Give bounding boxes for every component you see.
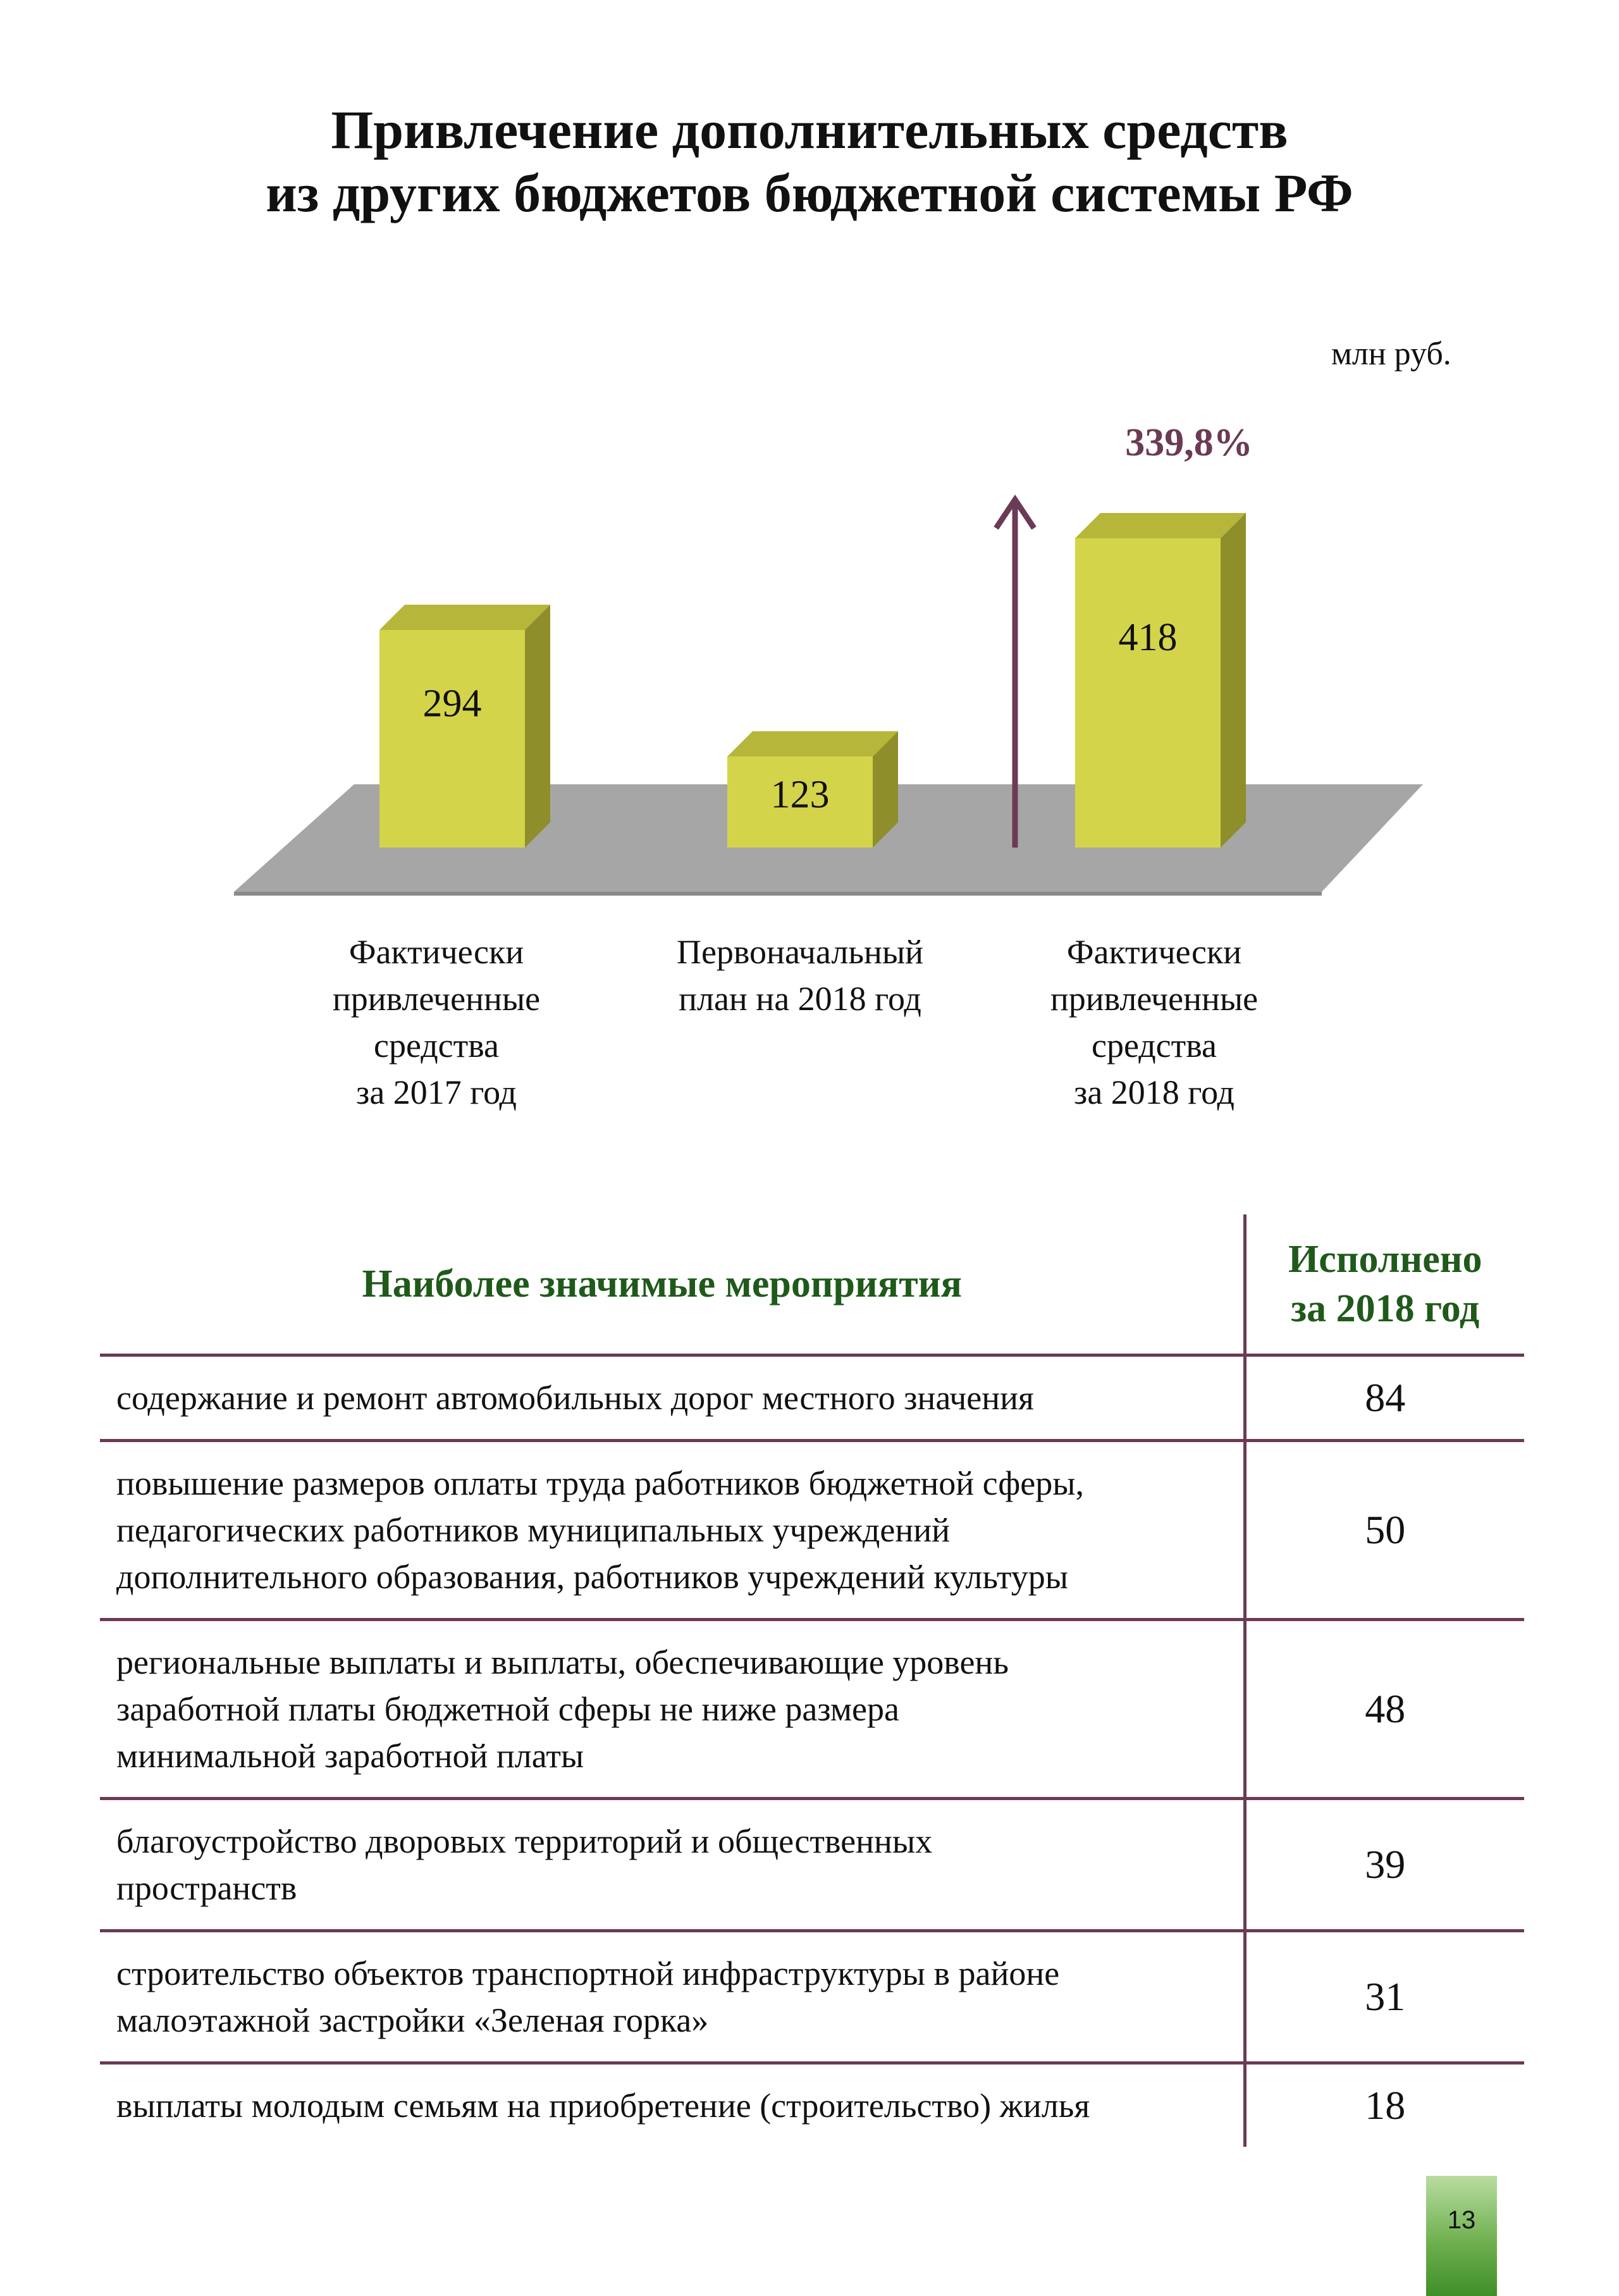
- activity-line: заработной платы бюджетной сферы не ниже размера: [116, 1690, 899, 1728]
- category-label-1: [272, 929, 601, 1116]
- growth-percent-annotation: 339,8%: [1125, 421, 1253, 464]
- category-label-1-line-1: Фактически: [348, 933, 524, 971]
- value-cell: 31: [1245, 1931, 1524, 2063]
- table-row: [100, 1799, 1524, 1931]
- bar-value-label-3: 418: [1118, 615, 1178, 659]
- activity-line: содержание и ремонт автомобильных дорог местного значения: [116, 1379, 1034, 1417]
- table-header-activity: Наиболее значимые мероприятия: [362, 1262, 963, 1305]
- bar-top-1: [379, 605, 550, 630]
- category-label-1-line-4: за 2017 год: [355, 1073, 517, 1111]
- value-cell: 18: [1245, 2063, 1524, 2147]
- category-label-2-line-2: план на 2018 год: [679, 980, 921, 1018]
- bar-side-1: [525, 605, 550, 848]
- bar-top-2: [727, 731, 898, 756]
- activity-cell: [100, 2063, 1245, 2147]
- activity-line: минимальной заработной платы: [116, 1737, 584, 1775]
- table-header-value: [1245, 1214, 1524, 1355]
- category-label-3-line-1: Фактически: [1066, 933, 1242, 971]
- bar-value-label-2: 123: [770, 773, 830, 817]
- title-line-2: из других бюджетов бюджетной системы РФ: [266, 163, 1353, 223]
- value-cell: 48: [1245, 1620, 1524, 1799]
- activity-line: выплаты молодым семьям на приобретение (строительство) жилья: [116, 2087, 1090, 2125]
- bar-top-3: [1075, 513, 1246, 538]
- activity-line: строительство объектов транспортной инфраструктуры в районе: [116, 1954, 1060, 1992]
- category-label-2-line-1: Первоначальный: [676, 933, 924, 971]
- table-row: [100, 1441, 1524, 1620]
- table-row: [100, 2063, 1524, 2147]
- category-label-1-line-2: привлеченные: [332, 980, 541, 1018]
- table-row: [100, 1931, 1524, 2063]
- activities-table: [100, 1214, 1524, 2147]
- category-label-3-line-4: за 2018 год: [1073, 1073, 1235, 1111]
- category-label-2: [636, 929, 964, 1022]
- value-cell: 39: [1245, 1799, 1524, 1931]
- activity-line: педагогических работников муниципальных учреждений: [116, 1511, 951, 1549]
- activity-line: повышение размеров оплаты труда работников бюджетной сферы,: [116, 1464, 1085, 1502]
- activity-line: региональные выплаты и выплаты, обеспечивающие уровень: [116, 1643, 1009, 1681]
- table-header-value-line-1: Исполнено: [1288, 1238, 1482, 1281]
- value-cell: 84: [1245, 1355, 1524, 1441]
- activity-cell: [100, 1931, 1245, 2063]
- activity-cell: [100, 1799, 1245, 1931]
- category-label-3-line-3: средства: [1091, 1027, 1217, 1065]
- value-cell: 50: [1245, 1441, 1524, 1620]
- bar-value-label-1: 294: [422, 682, 482, 725]
- activity-line: малоэтажной застройки «Зеленая горка»: [116, 2001, 709, 2039]
- bar-3: [1075, 538, 1221, 848]
- table-row: [100, 1355, 1524, 1441]
- category-label-1-line-3: средства: [373, 1027, 500, 1065]
- table-header-value-line-2: за 2018 год: [1291, 1287, 1480, 1330]
- activity-cell: [100, 1441, 1245, 1620]
- table-row: [100, 1620, 1524, 1799]
- title-line-1: Привлечение дополнительных средств: [331, 99, 1288, 160]
- category-label-3: [990, 929, 1319, 1116]
- activity-line: пространств: [116, 1869, 297, 1907]
- bar-side-3: [1221, 513, 1246, 848]
- page-title: [0, 98, 1619, 225]
- activity-line: дополнительного образования, работников учреждений культуры: [116, 1558, 1069, 1596]
- chart-floor-edge: [234, 892, 1322, 896]
- activity-cell: [100, 1620, 1245, 1799]
- activity-cell: [100, 1355, 1245, 1441]
- page-number: 13: [1426, 2176, 1497, 2296]
- bar-1: [379, 630, 525, 848]
- bar-chart: [0, 405, 1619, 898]
- activity-line: благоустройство дворовых территорий и общественных: [116, 1822, 933, 1860]
- chart-unit-label: млн руб.: [1331, 336, 1451, 372]
- category-label-3-line-2: привлеченные: [1050, 980, 1259, 1018]
